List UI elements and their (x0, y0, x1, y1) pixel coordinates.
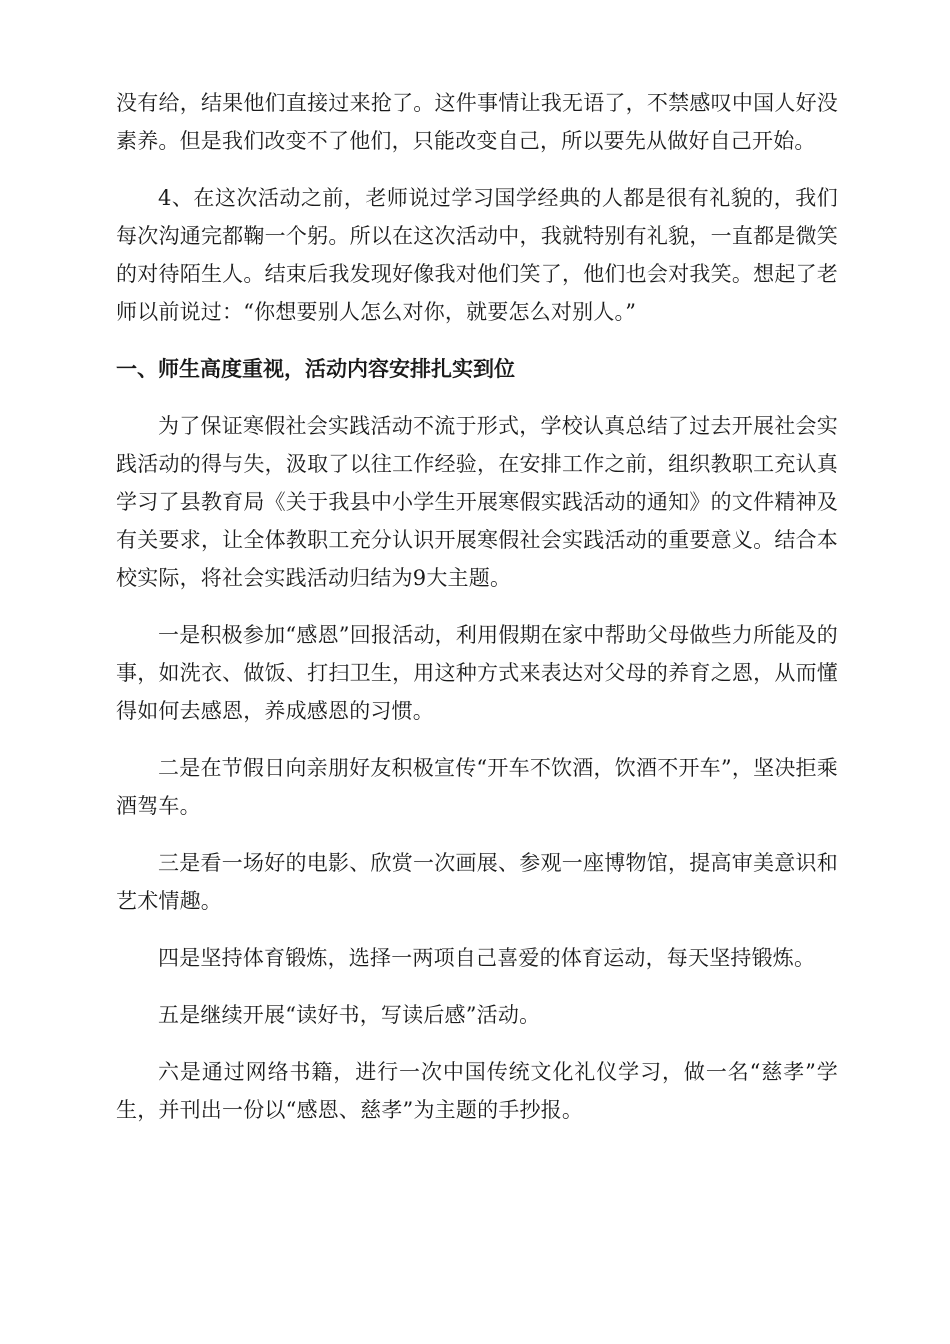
paragraph-theme-4: 四是坚持体育锻炼，选择一两项自己喜爱的体育运动，每天坚持锻炼。 (158, 946, 816, 970)
paragraph-theme-3: 三是看一场好的电影、欣赏一次画展、参观一座博物馆，提高审美意识和艺术情趣。 (116, 851, 838, 913)
paragraph-theme-5: 五是继续开展“读好书，写读后感”活动。 (158, 1003, 541, 1027)
paragraph-theme-2: 二是在节假日向亲朋好友积极宣传“开车不饮酒，饮酒不开车”，坚决拒乘酒驾车。 (116, 756, 838, 818)
paragraph-theme-6: 六是通过网络书籍，进行一次中国传统文化礼仪学习，做一名“慈孝”学生，并刊出一份以“感恩、慈孝”为主题的手抄报。 (116, 1060, 838, 1122)
section-heading: 一、师生高度重视，活动内容安排扎实到位 (116, 357, 515, 381)
paragraph-theme-1: 一是积极参加“感恩”回报活动，利用假期在家中帮助父母做些力所能及的事，如洗衣、做饭、打扫卫生，用这种方式来表达对父母的养育之恩，从而懂得如何去感恩，养成感恩的习惯。 (116, 623, 838, 723)
paragraph-intro: 为了保证寒假社会实践活动不流于形式，学校认真总结了过去开展社会实践活动的得与失，汲取了以往工作经验，在安排工作之前，组织教职工充认真学习了县教育局《关于我县中小学生开展寒假实践活动的通知》的文件精神及有关要求，让全体教职工充分认识开展寒假社会实践活动的重要意义。结合本校实际，将社会实践活动归结为9大主题。 (116, 414, 838, 590)
paragraph-item-4: 4、在这次活动之前，老师说过学习国学经典的人都是很有礼貌的，我们每次沟通完都鞠一个躬。所以在这次活动中，我就特别有礼貌，一直都是微笑的对待陌生人。结束后我发现好像我对他们笑了，他们也会对我笑。想起了老师以前说过：“你想要别人怎么对你，就要怎么对别人。” (116, 186, 838, 324)
paragraph-continuation: 没有给，结果他们直接过来抢了。这件事情让我无语了，不禁感叹中国人好没素养。但是我们改变不了他们，只能改变自己，所以要先从做好自己开始。 (116, 91, 838, 153)
